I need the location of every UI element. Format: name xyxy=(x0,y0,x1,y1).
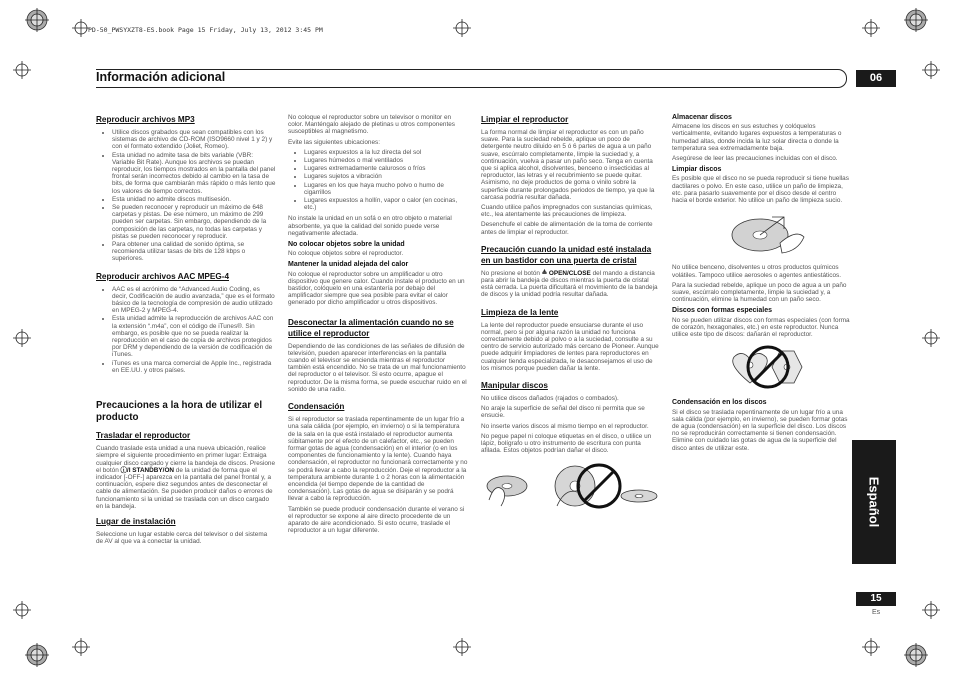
move-text: Cuando traslade esta unidad a una nueva ubicación, realice siempre el siguiente procedimiento en primer lugar: Extraiga cualquier disco cargado y cierre la bandeja de discos. Presione el botón ⓘ/I STANDBY/ON de la unidad de forma que el indicador [-OFF-] aparezca en la pantalla del panel frontal y, a continuación, espere diez segundos antes de desconectar el cable de alimentación. Se pueden producir daños o errores de funcionamiento si la unidad se traslada con un disco cargado en la bandeja. xyxy=(96,445,276,510)
list-item: • Esta unidad no admite tasa de bits variable (VBR: Variable Bit Rate). Aunque los archivos se puedan reproducir, los tiempos mostrados en la pantalla del panel frontal serán incorrectos debido al cambio en la tasa de bits, de forma que cambiarán más rápido o más lento que los valores de tiempo correctos. xyxy=(112,152,276,195)
discs-text-1: No utilice discos dañados (rajados o combados). xyxy=(481,395,619,403)
clean-discs-text-3: Para la suciedad rebelde, aplique un poco de agua a un paño suave, escúrralo completamente, limpie la suciedad y, a continuación, elimine la humedad con un paño seco. xyxy=(672,281,847,304)
list-item: • Lugares en los que haya mucho polvo o humo de cigarrillos xyxy=(304,182,468,196)
discs-text-4: No pegue papel ni coloque etiquetas en el disco, o utilice un lápiz, bolígrafo u otro instrumento de escritura con punta afilada. Estos objetos podrían dañar el disco. xyxy=(481,432,652,455)
avoid-text: Evite las siguientes ubicaciones: xyxy=(288,138,381,146)
condensation-heading: Condensación xyxy=(288,402,345,412)
clean-text-3: Desenchufe el cable de alimentación de la toma de corriente antes de limpiar el reproductor. xyxy=(481,221,653,236)
store-heading: Almacenar discos xyxy=(672,114,732,121)
power-text: Dependiendo de las condiciones de las señales de difusión de televisión, pueden aparecer interferencias en la pantalla cuando el televisor se encienda mientras el reproductor también está encendido. No se trata de un mal funcionamiento del reproductor o el televisor. Si esto ocurre, apague el reproductor. De la misma forma, se puede escuchar ruido en el sonido de una radio. xyxy=(288,342,467,393)
page-language-code: Es xyxy=(872,609,881,616)
list-item: • Lugares húmedos o mal ventilados xyxy=(304,157,468,164)
clean-heading: Limpiar el reproductor xyxy=(481,115,569,124)
clean-discs-text-1: Es posible que el disco no se pueda reproducir si tiene huellas dactilares o polvo. En este caso, utilice un paño de limpieza, etc. para pasarlo suavemente por el disco desde el centro hacia el borde exterior. No utilice un paño de limpieza sucio. xyxy=(672,175,849,205)
intro-text: No coloque el reproductor sobre un televisor o monitor en color. Manténgalo alejado de pletinas u otros componentes susceptibles al magnetismo. xyxy=(288,114,455,136)
discs-text-3: No inserte varios discos al mismo tiempo en el reproductor. xyxy=(481,422,649,430)
column-4 xyxy=(672,114,852,455)
objects-heading: No colocar objetos sobre la unidad xyxy=(288,241,405,249)
special-shape-heading: Discos con formas especiales xyxy=(672,307,772,315)
list-item: • Esta unidad admite la reproducción de archivos AAC con la extensión “.m4a”, con el código de iTunes®. Sin embargo, es posible que no se pueda realizar la reproducción en el caso de copia de archivos protegidos por DRM y dependiendo de la versión de codificación de iTunes. xyxy=(112,315,276,358)
condensation-text-1: Si el reproductor se traslada repentinamente de un lugar frío a una sala cálida (por ejemplo, en invierno) o si la temperatura de la sala en la que está instalado el reproductor aumenta súbitamente por el efecto de un calefactor, etc., se pueden formar gotas de agua (condensación) en el interior (o en los componentes de funcionamiento y la lente). Cuando haya condensación, el reproductor no funcionará correctamente y no se podrá llevar a cabo la reproducción. Deje el reproductor a la temperatura ambiente durante 1 o 2 horas con la alimentación encendida (el tiempo depende de la cantidad de condensación). Las gotas de agua se disiparán y se podrá llevar a cabo la reproducción. xyxy=(288,416,468,503)
column-2 xyxy=(288,114,468,537)
aac-list xyxy=(96,286,276,374)
list-item: • Para obtener una calidad de sonido óptima, se recomienda utilizar tasas de bits de 128 kbps o superiores. xyxy=(112,241,276,263)
list-item: • Lugares expuestos a hollín, vapor o calor (en cocinas, etc.) xyxy=(304,197,468,211)
disc-handling-illustration xyxy=(481,462,661,510)
special-shape-text: No se pueden utilizar discos con formas especiales (con forma de corazón, hexagonales, etc.) en este reproductor. Nunca utilice este tipo de discos: dañarán el reproductor. xyxy=(672,316,850,339)
clean-text-2: Cuando utilice paños impregnados con sustancias químicas, etc., lea atentamente las precauciones de limpieza. xyxy=(481,204,653,219)
mp3-list xyxy=(96,129,276,263)
rack-heading: Precaución cuando la unidad esté instalada en un bastidor con una puerta de cristal xyxy=(481,244,652,265)
disc-edge-icon xyxy=(621,490,657,502)
page-number: 15 xyxy=(856,592,896,606)
chapter-number: 06 xyxy=(856,70,896,87)
print-line: PD-50_PWSYXZT8-ES.book Page 15 Friday, July 13, 2012 3:45 PM xyxy=(88,26,323,34)
lens-heading: Limpieza de la lente xyxy=(481,307,559,317)
condensation-text-2: También se puede producir condensación durante el verano si el reproductor se expone al aire directo procedente de un aparato de aire acondicionado. Si esto ocurre, traslade el reproductor a un lugar diferente. xyxy=(288,505,465,535)
column-3 xyxy=(481,114,661,516)
section-title: Información adicional xyxy=(96,70,226,84)
clean-text-1: La forma normal de limpiar el reproductor es con un paño suave. Para la suciedad rebelde, aplique un poco de detergente neutro diluido en 5 ó 6 partes de agua a un paño suave, escúrralo completamente, limpie la suciedad y, a continuación, vuelva a pasar un paño seco. Tenga en cuenta que si aplica alcohol, disolventes, benceno o insecticidas al reproductor, las letras y el recubrimiento se puede quitar. Asimismo, no deje productos de goma o vinilo sobre la superficie durante prolongados periodos de tiempo, ya que la carcasa podría resultar dañada. xyxy=(481,129,655,201)
list-item: • Lugares expuestos a la luz directa del sol xyxy=(304,149,468,156)
rack-text: No presione el botón ≜ OPEN/CLOSE del mando a distancia para abrir la bandeja de discos mientras la puerta de cristal está cerrada. La puerta dificultará el movimiento de la bandeja de discos y la unidad podría resultar dañada. xyxy=(481,269,658,299)
objects-text: No coloque objetos sobre el reproductor. xyxy=(288,250,404,258)
disc-wiping-illustration xyxy=(672,207,852,259)
location-heading: Lugar de instalación xyxy=(96,516,176,526)
heat-heading: Mantener la unidad alejada del calor xyxy=(288,261,409,269)
move-heading: Trasladar el reproductor xyxy=(96,431,191,441)
list-item: • Utilice discos grabados que sean compatibles con los sistemas de archivo de CD-ROM (ISO9660 nivel 1 y 2) y con el formato extendido (Joliet, Romeo). xyxy=(112,129,276,151)
open-close-button-label: ≜ OPEN/CLOSE xyxy=(541,269,591,277)
standby-button-label: ⓘ/I STANDBY/ON xyxy=(120,466,175,474)
precautions-heading: Precauciones a la hora de utilizar el producto xyxy=(96,400,263,424)
list-item: • Lugares extremadamente calurosos o fríos xyxy=(304,165,468,172)
list-item: • iTunes es una marca comercial de Apple Inc., registrada en EE.UU. y otros países. xyxy=(112,360,276,374)
power-heading: Desconectar la alimentación cuando no se utilice el reproductor xyxy=(288,317,454,338)
list-item: • Se pueden reconocer y reproducir un máximo de 648 carpetas y pistas. De ese número, un máximo de 299 pueden ser carpetas. Sin embargo, dependiendo de la composición de las carpetas, no todas las carpetas y pistas se pueden reconocer y reproducir. xyxy=(112,204,276,240)
list-item: • Lugares sujetos a vibración xyxy=(304,173,468,180)
list-item: • Esta unidad no admite discos multisesión. xyxy=(112,196,276,203)
location-text: Seleccione un lugar estable cerca del televisor o del sistema de AV al que va a conectar la unidad. xyxy=(96,530,268,546)
list-item: • AAC es el acrónimo de “Advanced Audio Coding, es decir, Codificación de audio avanzada,” que es el formato básico de la tecnología de compresión de audio utilizado en MPEG-2 y MPEG-4. xyxy=(112,286,276,315)
avoid-list xyxy=(288,149,468,212)
closed-text: No instale la unidad en un sofá o en otro objeto o material absorbente, ya que la calidad del sonido puede verse negativamente afectada. xyxy=(288,215,452,237)
aac-heading: Reproducir archivos AAC MPEG-4 xyxy=(96,271,229,281)
column-1 xyxy=(96,114,276,548)
disc-held-icon xyxy=(487,476,527,506)
store-text-1: Almacene los discos en sus estuches y colóquelos verticalmente, evitando lugares expuestos a temperaturas o humedad altas, donde incida la luz solar directa o donde la temperatura sea extremadamente baja. xyxy=(672,123,842,152)
discs-text-2: No araje la superficie de señal del disco ni permita que se ensucie. xyxy=(481,405,645,420)
discs-heading: Manipular discos xyxy=(481,381,548,391)
clean-discs-text-2: No utilice benceno, disolventes u otros productos químicos volátiles. Tampoco utilice aerosoles o agentes antiestáticos. xyxy=(672,264,841,279)
disc-condensation-text: Si el disco se traslada repentinamente de un lugar frío a una sala cálida (por ejemplo, en invierno), se pueden formar gotas de agua (condensación) en la superficie del disco. Los discos no se reproducirán correctamente si tienen condensación. Elimine con cuidado las gotas de agua de la superficie del disco antes de utilizar este. xyxy=(672,408,848,452)
mp3-heading: Reproducir archivos MP3 xyxy=(96,115,195,124)
special-shape-illustration xyxy=(672,345,852,389)
disc-cleaning-icon xyxy=(732,217,804,253)
language-side-tab: Español xyxy=(852,440,896,564)
heat-text: No coloque el reproductor sobre un amplificador u otro dispositivo que genere calor. Cuando instale el producto en un bastidor, colóquelo en una estantería por debajo del amplificador siempre que sea posible para evitar el calor generado por dicho amplificador u otros dispositivos. xyxy=(288,270,465,307)
disc-condensation-heading: Condensación en los discos xyxy=(672,399,767,407)
lens-text: La lente del reproductor puede ensuciarse durante el uso normal, pero si por alguna razón la unidad no funciona correctamente debido al polvo o a la suciedad, consulte a su centro de servicio autorizado más cercano de Pioneer. Aunque puede adquirir limpiadores de lentes para reproductores en cualquier tienda especializada, le desaconsejamos el uso de los mismos porque pueden dañar la lente. xyxy=(481,321,659,372)
clean-discs-heading: Limpiar discos xyxy=(672,166,722,174)
store-text-2: Asegúrese de leer las precauciones incluidas con el disco. xyxy=(672,155,838,163)
disc-touched-surface-icon xyxy=(555,466,595,506)
